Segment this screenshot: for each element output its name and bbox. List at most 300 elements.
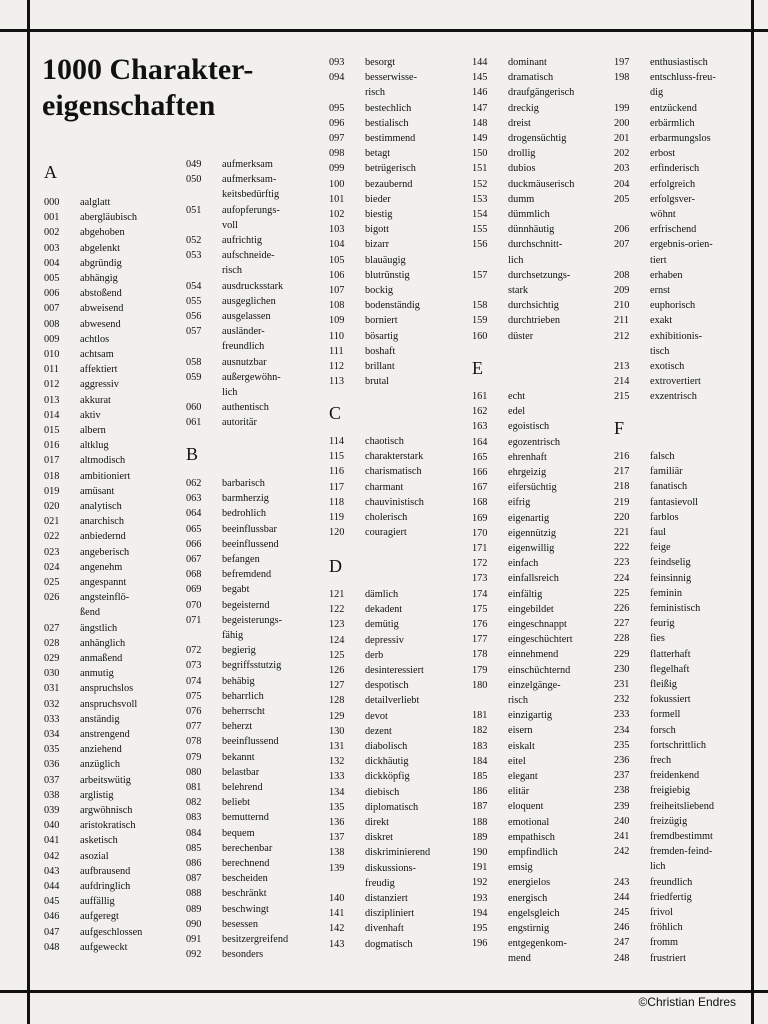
- trait-number: 137: [329, 832, 345, 844]
- trait-word: emsig: [508, 862, 533, 874]
- trait-number: 132: [329, 756, 345, 768]
- trait-word: egoistisch: [508, 421, 550, 433]
- trait-word: abhängig: [80, 273, 118, 284]
- trait-number: 149: [472, 133, 488, 144]
- trait-number: 230: [614, 663, 630, 675]
- trait-number: 071: [186, 614, 202, 626]
- trait-number: 161: [472, 391, 488, 402]
- trait-number: 061: [186, 417, 202, 429]
- trait-word: blauäugig: [365, 254, 406, 266]
- trait-word: achtlos: [80, 333, 110, 345]
- page-title: 1000 Charakter-eigenschaften: [42, 53, 254, 122]
- trait-word: düster: [508, 330, 534, 342]
- trait-number: 219: [614, 496, 630, 508]
- trait-word: aktiv: [80, 409, 101, 421]
- trait-word: besorgt: [365, 57, 396, 68]
- trait-word: besserwisse-: [365, 72, 418, 84]
- trait-word: erfolgsver-: [650, 193, 695, 205]
- trait-number: 098: [329, 148, 345, 160]
- trait-number: 202: [614, 148, 630, 160]
- trait-word: freizügig: [650, 815, 688, 827]
- trait-word: altklug: [80, 440, 109, 452]
- trait-number: 025: [44, 577, 60, 588]
- trait-number: 057: [186, 326, 202, 338]
- trait-number: 080: [186, 766, 202, 778]
- trait-number: 233: [614, 709, 630, 721]
- trait-word: dreckig: [508, 102, 539, 114]
- trait-word: freiheitsliebend: [650, 800, 715, 812]
- trait-word: bizarr: [365, 239, 390, 251]
- trait-number: 046: [44, 911, 60, 923]
- trait-word: fantasievoll: [650, 496, 699, 508]
- trait-word: besonders: [222, 949, 264, 961]
- trait-number: 019: [44, 485, 60, 497]
- trait-number: 063: [186, 493, 202, 505]
- trait-word: achtsam: [80, 349, 114, 360]
- trait-number: 018: [44, 470, 60, 482]
- trait-word: feminin: [650, 587, 683, 599]
- trait-word: bezaubernd: [365, 178, 413, 190]
- trait-word: diskret: [365, 832, 394, 844]
- trait-number: 133: [329, 771, 345, 783]
- trait-word: lich: [650, 861, 666, 873]
- trait-number: 069: [186, 584, 202, 596]
- trait-number: 124: [329, 634, 345, 646]
- trait-word: ausnutzbar: [222, 356, 267, 368]
- trait-number: 055: [186, 295, 202, 307]
- trait-number: 168: [472, 497, 488, 509]
- trait-word: aufgeregt: [80, 911, 119, 923]
- trait-word: risch: [365, 87, 386, 99]
- trait-number: 079: [186, 751, 202, 763]
- trait-number: 033: [44, 713, 60, 725]
- trait-word: mend: [508, 953, 531, 965]
- trait-word: fleißig: [650, 679, 677, 690]
- trait-number: 068: [186, 569, 202, 581]
- trait-number: 242: [614, 846, 630, 858]
- trait-word: diskriminierend: [365, 847, 431, 859]
- trait-word: erbärmlich: [650, 117, 695, 129]
- trait-number: 238: [614, 785, 630, 797]
- section-letter: F: [614, 418, 625, 438]
- trait-number: 214: [614, 376, 630, 388]
- trait-word: draufgängerisch: [508, 87, 575, 99]
- trait-word: erbarmungslos: [650, 133, 711, 144]
- trait-number: 216: [614, 451, 630, 462]
- trait-number: 077: [186, 721, 202, 733]
- trait-word: energielos: [508, 877, 551, 889]
- trait-number: 048: [44, 941, 60, 953]
- trait-word: aufgeschlossen: [80, 926, 143, 938]
- section-letter: D: [329, 556, 342, 576]
- trait-number: 112: [329, 361, 345, 372]
- trait-number: 049: [186, 159, 202, 170]
- trait-word: empathisch: [508, 831, 555, 843]
- trait-number: 040: [44, 820, 60, 832]
- trait-word: chauvinistisch: [365, 496, 424, 508]
- trait-number: 154: [472, 209, 488, 220]
- trait-word: flegelhaft: [650, 663, 690, 675]
- trait-word: befangen: [222, 554, 260, 565]
- trait-number: 014: [44, 409, 60, 421]
- trait-word: abgründig: [80, 257, 122, 269]
- trait-word: engstirnig: [508, 923, 550, 934]
- trait-number: 162: [472, 406, 488, 418]
- trait-word: authentisch: [222, 402, 269, 414]
- trait-number: 008: [44, 318, 60, 330]
- trait-number: 227: [614, 618, 630, 630]
- trait-word: emotional: [508, 816, 550, 828]
- trait-word: betrügerisch: [365, 163, 416, 175]
- trait-word: feindselig: [650, 557, 691, 569]
- trait-number: 248: [614, 952, 630, 964]
- trait-word: voll: [222, 219, 239, 231]
- trait-word: distanziert: [365, 893, 408, 904]
- trait-word: falsch: [650, 451, 675, 462]
- trait-word: fähig: [222, 629, 244, 641]
- trait-number: 119: [329, 512, 345, 523]
- trait-number: 196: [472, 938, 488, 950]
- trait-number: 051: [186, 204, 202, 216]
- trait-number: 204: [614, 178, 630, 190]
- trait-number: 212: [614, 330, 630, 342]
- trait-number: 180: [472, 679, 488, 691]
- trait-word: devot: [365, 710, 388, 722]
- trait-word: entschluss-freu-: [650, 72, 716, 84]
- copyright-credit: ©Christian Endres: [638, 995, 736, 1009]
- trait-word: charmant: [365, 481, 404, 493]
- frame-right-line: [751, 0, 754, 1024]
- trait-number: 047: [44, 926, 60, 938]
- trait-number: 140: [329, 893, 345, 904]
- trait-word: ergebnis-orien-: [650, 239, 713, 251]
- trait-number: 042: [44, 850, 60, 862]
- trait-number: 121: [329, 589, 345, 600]
- trait-word: frustriert: [650, 952, 687, 964]
- trait-number: 135: [329, 801, 345, 813]
- trait-word: ausgelassen: [222, 311, 271, 322]
- trait-number: 003: [44, 242, 60, 254]
- trait-word: belastbar: [222, 766, 260, 778]
- trait-word: depressiv: [365, 634, 404, 646]
- trait-word: aufmerksam-: [222, 174, 277, 186]
- trait-word: risch: [508, 694, 529, 706]
- trait-number: 013: [44, 394, 60, 406]
- trait-word: arbeitswütig: [80, 774, 131, 786]
- trait-number: 128: [329, 695, 345, 707]
- trait-word: aufdringlich: [80, 881, 131, 892]
- trait-word: anzüglich: [80, 759, 121, 771]
- trait-word: barmherzig: [222, 493, 269, 505]
- trait-number: 066: [186, 538, 202, 550]
- trait-word: dumm: [508, 193, 535, 205]
- trait-word: anstrengend: [80, 729, 130, 740]
- trait-word: demütig: [365, 619, 399, 631]
- trait-word: angespannt: [80, 577, 127, 588]
- trait-number: 059: [186, 371, 202, 383]
- trait-word: elitär: [508, 786, 530, 798]
- trait-word: ehrgeizig: [508, 467, 547, 478]
- trait-number: 005: [44, 273, 60, 284]
- trait-word: aufgeweckt: [80, 941, 128, 953]
- frame-bottom-line: [0, 990, 768, 993]
- trait-word: anständig: [80, 713, 120, 725]
- trait-word: beeinflussend: [222, 538, 279, 550]
- trait-number: 183: [472, 740, 488, 752]
- trait-word: angsteinflö-: [80, 592, 130, 604]
- trait-word: besitzergreifend: [222, 934, 289, 945]
- trait-word: exhibitionis-: [650, 330, 703, 342]
- trait-word: außergewöhn-: [222, 371, 281, 383]
- trait-number: 027: [44, 622, 60, 634]
- trait-number: 197: [614, 57, 630, 68]
- trait-word: dünnhäutig: [508, 224, 555, 236]
- trait-word: eifrig: [508, 497, 531, 509]
- trait-number: 163: [472, 421, 488, 433]
- trait-word: begeisternd: [222, 599, 270, 611]
- trait-word: beliebt: [222, 797, 251, 809]
- trait-number: 073: [186, 660, 202, 672]
- trait-word: diplomatisch: [365, 801, 419, 813]
- trait-word: borniert: [365, 315, 398, 327]
- trait-word: drollig: [508, 148, 536, 160]
- trait-word: fokussiert: [650, 694, 691, 706]
- trait-word: despotisch: [365, 680, 409, 692]
- trait-number: 186: [472, 786, 488, 798]
- trait-word: divenhaft: [365, 923, 404, 935]
- trait-number: 147: [472, 102, 488, 114]
- trait-number: 237: [614, 770, 630, 782]
- trait-word: einnehmend: [508, 649, 559, 661]
- trait-word: formell: [650, 709, 681, 721]
- trait-number: 169: [472, 512, 488, 524]
- trait-word: boshaft: [365, 345, 396, 357]
- trait-number: 201: [614, 133, 630, 144]
- trait-word: einschüchternd: [508, 664, 571, 676]
- trait-number: 084: [186, 827, 202, 839]
- trait-word: durchtrieben: [508, 315, 561, 327]
- trait-word: begriffsstutzig: [222, 660, 282, 672]
- trait-number: 107: [329, 285, 345, 296]
- trait-number: 092: [186, 949, 202, 961]
- trait-word: anziehend: [80, 744, 122, 756]
- trait-number: 171: [472, 543, 488, 554]
- trait-number: 179: [472, 664, 488, 676]
- trait-number: 075: [186, 690, 202, 702]
- trait-word: freidenkend: [650, 770, 700, 782]
- trait-number: 039: [44, 805, 60, 816]
- trait-word: beeinflussbar: [222, 523, 277, 535]
- trait-number: 016: [44, 440, 60, 452]
- trait-word: abgelenkt: [80, 242, 121, 254]
- trait-number: 104: [329, 239, 345, 251]
- trait-number: 189: [472, 831, 488, 843]
- trait-number: 078: [186, 736, 202, 748]
- trait-word: desinteressiert: [365, 665, 424, 676]
- trait-number: 208: [614, 269, 630, 281]
- trait-word: bemutternd: [222, 812, 269, 824]
- trait-number: 210: [614, 300, 630, 312]
- trait-number: 086: [186, 858, 202, 869]
- trait-number: 123: [329, 619, 345, 631]
- trait-number: 102: [329, 209, 345, 220]
- trait-number: 244: [614, 891, 630, 903]
- trait-number: 221: [614, 527, 630, 538]
- trait-number: 141: [329, 908, 345, 920]
- trait-word: abwesend: [80, 318, 121, 330]
- trait-word: abweisend: [80, 303, 124, 315]
- trait-word: energisch: [508, 892, 548, 904]
- trait-number: 074: [186, 675, 202, 687]
- trait-word: drogensüchtig: [508, 133, 567, 144]
- trait-word: einfältig: [508, 588, 543, 600]
- trait-number: 178: [472, 649, 488, 661]
- trait-number: 089: [186, 903, 202, 915]
- trait-number: 050: [186, 174, 202, 186]
- trait-number: 082: [186, 797, 202, 809]
- trait-number: 020: [44, 501, 60, 512]
- trait-number: 012: [44, 379, 60, 391]
- trait-word: bekannt: [222, 751, 255, 763]
- trait-word: couragiert: [365, 527, 407, 539]
- trait-word: diszipliniert: [365, 908, 415, 920]
- trait-number: 015: [44, 425, 60, 436]
- trait-number: 165: [472, 451, 488, 463]
- trait-word: euphorisch: [650, 300, 696, 312]
- trait-number: 105: [329, 254, 345, 266]
- trait-number: 217: [614, 466, 630, 478]
- trait-word: abergläubisch: [80, 212, 137, 224]
- trait-word: dickköpfig: [365, 771, 410, 783]
- trait-number: 200: [614, 117, 630, 129]
- trait-number: 170: [472, 527, 488, 539]
- trait-number: 096: [329, 117, 345, 129]
- trait-number: 053: [186, 250, 202, 262]
- trait-number: 060: [186, 402, 202, 414]
- trait-number: 034: [44, 729, 60, 740]
- trait-number: 193: [472, 892, 488, 904]
- trait-number: 220: [614, 511, 630, 523]
- trait-word: erhaben: [650, 269, 683, 281]
- trait-number: 240: [614, 815, 630, 827]
- trait-word: egozentrisch: [508, 436, 561, 448]
- trait-word: freigiebig: [650, 785, 691, 797]
- trait-word: feministisch: [650, 603, 701, 614]
- trait-number: 150: [472, 148, 488, 160]
- trait-word: fortschrittlich: [650, 739, 707, 751]
- trait-number: 247: [614, 937, 630, 949]
- trait-word: bösartig: [365, 330, 399, 342]
- trait-word: bedrohlich: [222, 508, 267, 520]
- trait-number: 090: [186, 918, 202, 930]
- trait-number: 108: [329, 300, 345, 312]
- trait-number: 117: [329, 481, 345, 493]
- trait-word: bescheiden: [222, 873, 268, 885]
- trait-word: empfindlich: [508, 847, 558, 858]
- trait-number: 199: [614, 102, 630, 114]
- trait-word: wöhnt: [650, 208, 676, 220]
- trait-number: 072: [186, 645, 202, 657]
- trait-number: 246: [614, 922, 630, 934]
- trait-word: stark: [508, 284, 529, 296]
- trait-word: dogmatisch: [365, 938, 413, 950]
- trait-number: 088: [186, 888, 202, 900]
- trait-word: feinsinnig: [650, 572, 692, 584]
- trait-number: 172: [472, 558, 488, 570]
- trait-number: 225: [614, 587, 630, 599]
- trait-word: aufmerksam: [222, 159, 273, 170]
- trait-number: 093: [329, 57, 345, 68]
- trait-number: 036: [44, 759, 60, 771]
- trait-number: 174: [472, 588, 488, 600]
- trait-word: bestialisch: [365, 117, 409, 129]
- trait-word: eigenwillig: [508, 543, 555, 554]
- trait-number: 011: [44, 364, 60, 376]
- trait-word: charakterstark: [365, 451, 424, 463]
- trait-number: 085: [186, 842, 202, 854]
- trait-word: aufrichtig: [222, 235, 263, 246]
- trait-number: 206: [614, 224, 630, 236]
- trait-number: 143: [329, 938, 345, 950]
- trait-number: 145: [472, 72, 488, 84]
- trait-word: familiär: [650, 466, 683, 478]
- trait-number: 164: [472, 436, 488, 448]
- trait-word: dämlich: [365, 589, 399, 600]
- trait-word: derb: [365, 649, 384, 661]
- trait-number: 030: [44, 668, 60, 680]
- trait-number: 152: [472, 178, 488, 190]
- section-letter: A: [44, 162, 57, 182]
- trait-number: 144: [472, 57, 488, 68]
- trait-number: 110: [329, 330, 345, 342]
- trait-number: 192: [472, 877, 488, 889]
- trait-word: keitsbedürftig: [222, 189, 280, 201]
- trait-word: einfallsreich: [508, 573, 559, 585]
- trait-word: erfinderisch: [650, 163, 700, 175]
- trait-word: brillant: [365, 361, 395, 372]
- trait-number: 146: [472, 87, 488, 99]
- trait-word: befremdend: [222, 569, 272, 581]
- trait-number: 024: [44, 561, 60, 573]
- trait-word: ßend: [80, 607, 101, 619]
- trait-word: anspruchsvoll: [80, 698, 138, 710]
- trait-word: dominant: [508, 57, 547, 68]
- trait-word: eigenartig: [508, 512, 550, 524]
- trait-word: beschränkt: [222, 888, 267, 900]
- trait-word: exzentrisch: [650, 391, 697, 403]
- trait-number: 177: [472, 634, 488, 646]
- trait-word: anmutig: [80, 668, 114, 680]
- trait-word: bockig: [365, 285, 394, 296]
- trait-number: 004: [44, 257, 60, 269]
- trait-word: tisch: [650, 345, 670, 357]
- trait-word: brutal: [365, 376, 390, 388]
- trait-word: entgegenkom-: [508, 938, 567, 950]
- trait-word: aalglatt: [80, 197, 111, 208]
- trait-number: 054: [186, 280, 202, 292]
- trait-word: direkt: [365, 817, 390, 828]
- trait-word: eingebildet: [508, 603, 554, 615]
- trait-word: dramatisch: [508, 72, 554, 84]
- trait-word: frech: [650, 755, 672, 766]
- trait-number: 226: [614, 603, 630, 614]
- trait-word: bequem: [222, 827, 255, 839]
- trait-number: 058: [186, 356, 202, 368]
- trait-number: 001: [44, 212, 60, 224]
- trait-number: 198: [614, 72, 630, 84]
- trait-number: 111: [329, 345, 344, 357]
- trait-word: extrovertiert: [650, 376, 701, 388]
